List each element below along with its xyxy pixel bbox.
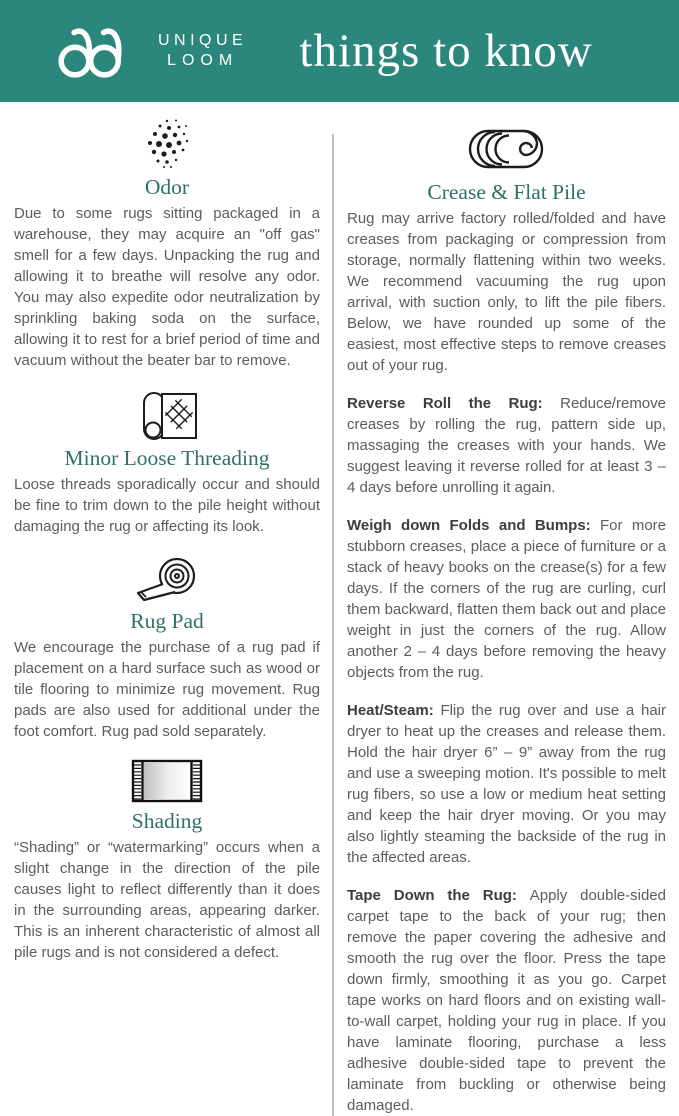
section-heading-threading: Minor Loose Threading bbox=[64, 446, 270, 470]
tip-body-tape-down: Apply double-sided carpet tape to the back of your rug; then remove the paper covering the adhesive and smooth the rug over the floor. Press the tape down firmly, smoothing it as you go. Carpet tape works on hard floors and on existing wall-to-wall carpet, holding your rug in place. If you have laminate flooring, purchase a less adhesive double-sided tape to prevent the laminate from buckling or otherwise being damaged. bbox=[347, 887, 666, 1114]
column-divider bbox=[332, 134, 334, 1116]
header-banner bbox=[0, 0, 679, 102]
section-heading-crease: Crease & Flat Pile bbox=[427, 180, 586, 204]
section-minor-loose-threading bbox=[14, 385, 320, 537]
content-area bbox=[0, 102, 679, 1116]
unique-loom-logo-icon bbox=[52, 21, 144, 81]
section-odor bbox=[14, 118, 320, 371]
right-column bbox=[347, 116, 666, 1116]
tip-label-heat-steam: Heat/Steam: bbox=[347, 702, 441, 719]
section-rug-pad bbox=[14, 552, 320, 742]
section-heading-odor: Odor bbox=[144, 175, 190, 199]
creased-roll-icon bbox=[347, 126, 666, 172]
tip-heat-steam bbox=[347, 700, 666, 868]
section-body-threading: Loose threads sporadically occur and should be fine to trim down to the pile height without damaging the rug or affecting its look. bbox=[14, 476, 320, 535]
brand-logo bbox=[52, 21, 247, 81]
tip-weigh-down bbox=[347, 515, 666, 683]
section-body-rug-pad: We encourage the purchase of a rug pad if placement on a hard surface such as wood or tile flooring to minimize rug movement. Rug pads are also used for additional under the foot comfort. Rug pad sold separately. bbox=[14, 639, 320, 740]
section-shading bbox=[14, 758, 320, 963]
section-crease-flat-pile bbox=[347, 126, 666, 376]
tip-tape-down bbox=[347, 885, 666, 1116]
section-heading-shading: Shading bbox=[131, 809, 203, 833]
left-column bbox=[14, 116, 320, 1116]
tip-body-weigh-down: For more stubborn creases, place a piece of furniture or a stack of heavy books on the crease(s) for a few days. If the corners of the rug are curling, curl them backward, flatten them back out and place weight in just the corners of the rug. Allow another 2 – 4 days before removing the heavy objects from the rug. bbox=[347, 517, 666, 681]
tip-label-weigh-down: Weigh down Folds and Bumps: bbox=[347, 517, 600, 534]
section-body-crease: Rug may arrive factory rolled/folded and have creases from packaging or compression from storage, normally flattening within two weeks. We recommend vacuuming the rug upon arrival, with suction only, to lift the pile fibers. Below, we have rounded up some of the easiest, most effective steps to remove creases out of your rug. bbox=[347, 210, 666, 374]
brand-line2: LOOM bbox=[167, 52, 239, 69]
rolled-rug-crosshatch-icon bbox=[14, 385, 320, 441]
brand-wordmark bbox=[158, 31, 247, 71]
odor-dots-icon bbox=[14, 118, 320, 170]
tip-reverse-roll bbox=[347, 393, 666, 498]
tip-label-tape-down: Tape Down the Rug: bbox=[347, 887, 530, 904]
shaded-rug-icon bbox=[14, 758, 320, 804]
tip-label-reverse-roll: Reverse Roll the Rug: bbox=[347, 395, 561, 412]
tip-body-reverse-roll: Reduce/remove creases by rolling the rug, pattern side up, massaging the creases with your hands. We suggest leaving it reverse rolled for at least 3 – 4 days before unrolling it again. bbox=[347, 395, 666, 496]
rug-pad-roll-icon bbox=[14, 552, 320, 604]
tip-body-heat-steam: Flip the rug over and use a hair dryer to heat up the creases and release them. Hold the hair dryer 6” – 9” away from the rug and use a sweeping motion. It's possible to melt rug fibers, so use a low or medium heat setting and keep the hair dryer moving. Or you may also lightly steaming the backside of the rug in the affected areas. bbox=[347, 702, 666, 866]
brand-line1: UNIQUE bbox=[158, 32, 248, 49]
page-title: things to know bbox=[299, 25, 593, 77]
section-body-shading: “Shading” or “watermarking” occurs when a slight change in the direction of the pile causes light to reflect differently than it does in the surrounding areas, appearing darker. This is an inherent characteristic of almost all pile rugs and is not considered a defect. bbox=[14, 839, 320, 961]
section-body-odor: Due to some rugs sitting packaged in a warehouse, they may acquire an "off gas" smell for a few days. Unpacking the rug and allowing it to breathe will resolve any odor. You may also expedite odor neutralization by sprinkling baking soda on the surface, allowing it to rest for a brief period of time and vacuum without the beater bar to remove. bbox=[14, 205, 320, 369]
section-heading-rug-pad: Rug Pad bbox=[130, 609, 204, 633]
